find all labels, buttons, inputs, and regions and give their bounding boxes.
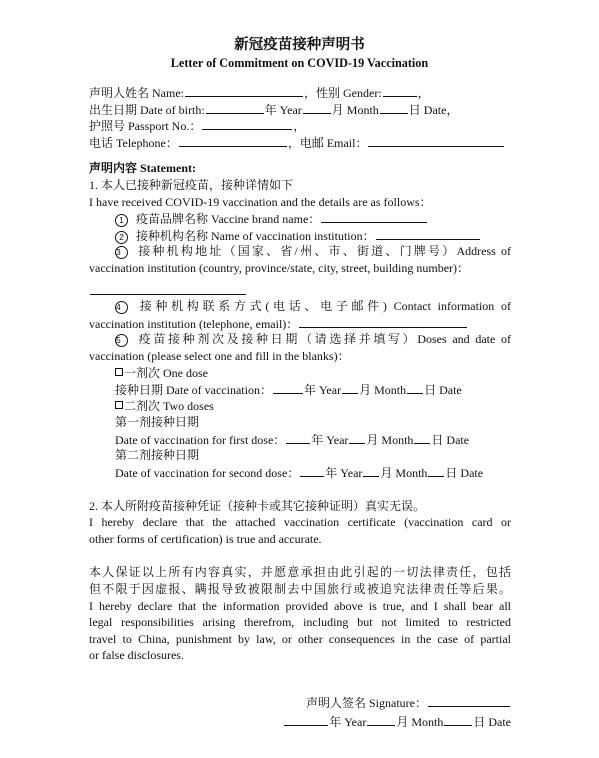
sub4-line1 bbox=[89, 298, 511, 315]
dob-year-field[interactable] bbox=[206, 101, 264, 114]
declare-en-line1: I hereby declare that the information provided above is true, and I shall bear all bbox=[89, 598, 511, 613]
item1-cn: 1. 本人已接种新冠疫苗，接种详情如下 bbox=[89, 177, 294, 192]
signature-label: 声明人签名 Signature： bbox=[306, 696, 427, 710]
second-dose-label: Date of vaccination for second dose： bbox=[115, 466, 300, 481]
statement-heading bbox=[89, 160, 511, 177]
spacer bbox=[89, 150, 511, 160]
second-dose-cn: 第二剂接种日期 bbox=[115, 448, 200, 463]
address-field-row bbox=[89, 282, 511, 299]
first-year-field[interactable] bbox=[286, 431, 310, 444]
name-field[interactable] bbox=[185, 84, 303, 97]
second-date-label: 日 Date bbox=[445, 466, 484, 481]
second-month-label: 月 Month bbox=[380, 466, 428, 481]
sub4-line2-text: vaccination institution (telephone, email)： bbox=[89, 316, 299, 331]
vacc-month-label: 月 Month bbox=[359, 383, 407, 398]
item2-en-line1: I hereby declare that the attached vaccination certificate (vaccination card or bbox=[89, 515, 511, 530]
signature-field[interactable] bbox=[428, 694, 510, 707]
sig-date-label: 日 Date bbox=[473, 714, 511, 729]
dob-year-label: 年 Year bbox=[264, 102, 302, 117]
declare-cn-line2: 但不限于因虚报、瞒报导致被限制去中国旅行或被追究法律责任等后果。 bbox=[89, 582, 511, 597]
passport-label: 护照号 Passport No.： bbox=[89, 119, 202, 134]
vacc-year-field[interactable] bbox=[273, 381, 303, 394]
email-field[interactable] bbox=[368, 134, 504, 147]
vacc-year-label: 年 Year bbox=[303, 383, 342, 398]
sub3-line1 bbox=[89, 243, 511, 260]
two-doses-checkbox[interactable] bbox=[115, 401, 123, 409]
second-dose-row bbox=[89, 464, 511, 481]
sig-year-field[interactable] bbox=[284, 713, 328, 726]
email-label: ，电邮 Email： bbox=[287, 135, 368, 150]
phone-field[interactable] bbox=[179, 134, 287, 147]
document-body bbox=[89, 84, 511, 664]
contact-row bbox=[89, 134, 511, 151]
institution-address-field[interactable] bbox=[90, 282, 246, 295]
second-month-field[interactable] bbox=[363, 464, 379, 477]
signature-block bbox=[263, 694, 511, 729]
vaccine-brand-label: 疫苗品牌名称 Vaccine brand name： bbox=[136, 212, 321, 227]
one-dose-label: 一剂次 One dose bbox=[124, 365, 208, 380]
first-dose-label: Date of vaccination for first dose： bbox=[115, 432, 286, 447]
circle-number-2: 2 bbox=[115, 231, 128, 244]
doses-label: 疫苗接种剂次及接种日期（请选择并填写）Doses and date of bbox=[136, 332, 511, 347]
signature-date-row bbox=[263, 713, 511, 730]
declare-en-line3: travel to China, punishment by law, or other consequences in the case of partial bbox=[89, 631, 511, 646]
vacc-date-label: 日 Date bbox=[424, 383, 462, 398]
name-gender-row bbox=[89, 84, 511, 101]
circle-number-3: 3 bbox=[115, 246, 128, 259]
dob-day-field[interactable] bbox=[380, 101, 408, 114]
second-year-field[interactable] bbox=[300, 464, 324, 477]
passport-end: ， bbox=[293, 119, 306, 134]
signature-row bbox=[263, 694, 511, 711]
institution-name-label: 接种机构名称 Name of vaccination institution： bbox=[136, 228, 375, 243]
first-dose-cn: 第一剂接种日期 bbox=[115, 415, 200, 430]
first-day-field[interactable] bbox=[414, 431, 430, 444]
institution-contact-field[interactable] bbox=[299, 315, 467, 328]
first-month-label: 月 Month bbox=[366, 432, 414, 447]
sub3-line2: vaccination institution (country, province/state, city, street, building number)： bbox=[89, 260, 470, 275]
dob-label: 出生日期 Date of birth: bbox=[89, 102, 205, 117]
vacc-month-field[interactable] bbox=[342, 381, 358, 394]
item2-en-line2: other forms of certification) is true and accurate. bbox=[89, 531, 322, 546]
institution-contact-label: 接种机构联系方式(电话、电子邮件) Contact information of bbox=[136, 299, 511, 314]
sub2-row bbox=[89, 227, 511, 244]
vacc-day-field[interactable] bbox=[407, 381, 423, 394]
dob-month-label: 月 Month bbox=[331, 102, 379, 117]
institution-name-field[interactable] bbox=[376, 227, 480, 240]
one-dose-checkbox[interactable] bbox=[115, 368, 123, 376]
dob-month-field[interactable] bbox=[303, 101, 331, 114]
one-dose-option[interactable] bbox=[89, 365, 511, 382]
declare-en-line4: or false disclosures. bbox=[89, 648, 184, 663]
document-title-en: Letter of Commitment on COVID-19 Vaccination bbox=[170, 56, 429, 70]
passport-field[interactable] bbox=[202, 117, 292, 130]
dob-row bbox=[89, 101, 511, 118]
sig-day-field[interactable] bbox=[444, 713, 472, 726]
sig-year-label: 年 Year bbox=[329, 714, 367, 729]
second-day-field[interactable] bbox=[428, 464, 444, 477]
first-date-label: 日 Date bbox=[431, 432, 470, 447]
gender-field[interactable] bbox=[383, 84, 417, 97]
two-doses-option[interactable] bbox=[89, 398, 511, 415]
institution-address-label: 接种机构地址（国家、省/州、市、街道、门牌号）Address of bbox=[136, 244, 511, 259]
passport-row bbox=[89, 117, 511, 134]
first-year-label: 年 Year bbox=[311, 432, 349, 447]
circle-number-5: 5 bbox=[115, 334, 128, 347]
vaccination-date-row bbox=[89, 381, 511, 398]
item1-en: I have received COVID-19 vaccination and the details are as follows： bbox=[89, 194, 432, 209]
dob-date-label: 日 Date， bbox=[408, 102, 459, 117]
two-doses-label: 二剂次 Two doses bbox=[124, 398, 214, 413]
sub1-row bbox=[89, 210, 511, 227]
declare-cn-line1: 本人保证以上所有内容真实，并愿意承担由此引起的一切法律责任，包括 bbox=[89, 565, 511, 580]
name-label: 声明人姓名 Name: bbox=[89, 86, 184, 100]
sub5-line1 bbox=[89, 331, 511, 348]
vaccination-date-label: 接种日期 Date of vaccination： bbox=[115, 383, 272, 398]
sub4-line2 bbox=[89, 315, 511, 332]
item2-cn: 2. 本人所附疫苗接种凭证（接种卡或其它接种证明）真实无误。 bbox=[89, 498, 426, 513]
spacer bbox=[89, 481, 511, 498]
statement-heading-en: Statement: bbox=[140, 161, 196, 176]
sig-month-label: 月 Month bbox=[396, 714, 444, 729]
sig-month-field[interactable] bbox=[367, 713, 395, 726]
circle-number-1: 1 bbox=[115, 214, 128, 227]
second-year-label: 年 Year bbox=[325, 466, 363, 481]
phone-label: 电话 Telephone： bbox=[89, 135, 178, 150]
sub5-line2: vaccination (please select one and fill in the blanks)： bbox=[89, 348, 350, 363]
spacer bbox=[89, 547, 511, 564]
document-title-cn: 新冠疫苗接种声明书 bbox=[234, 37, 365, 53]
gender-end: ， bbox=[417, 86, 430, 100]
vaccine-brand-field[interactable] bbox=[321, 210, 427, 223]
statement-heading-cn: 声明内容 bbox=[89, 161, 138, 176]
circle-number-4: 4 bbox=[115, 301, 128, 314]
gender-label: ，性别 Gender: bbox=[304, 86, 382, 100]
first-dose-row bbox=[89, 431, 511, 448]
declare-en-line2: legal responsibilities arising therefrom, including but not limited to restricted bbox=[89, 615, 511, 630]
first-month-field[interactable] bbox=[349, 431, 365, 444]
